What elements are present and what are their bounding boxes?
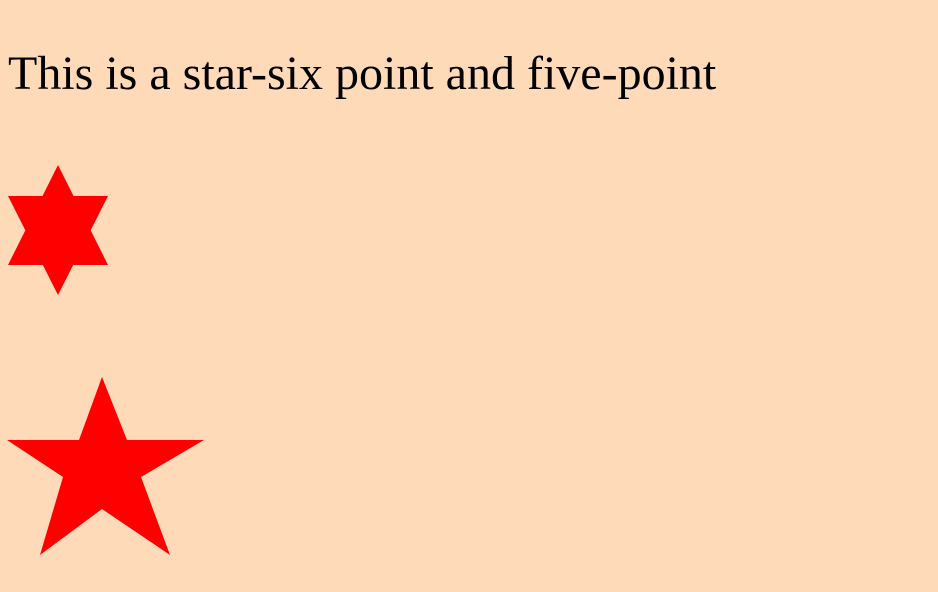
five-point-star-shape (7, 377, 204, 555)
six-point-star-icon (7, 165, 109, 296)
five-point-star-icon (7, 377, 206, 557)
caption-text: This is a star-six point and five-point (8, 47, 717, 100)
